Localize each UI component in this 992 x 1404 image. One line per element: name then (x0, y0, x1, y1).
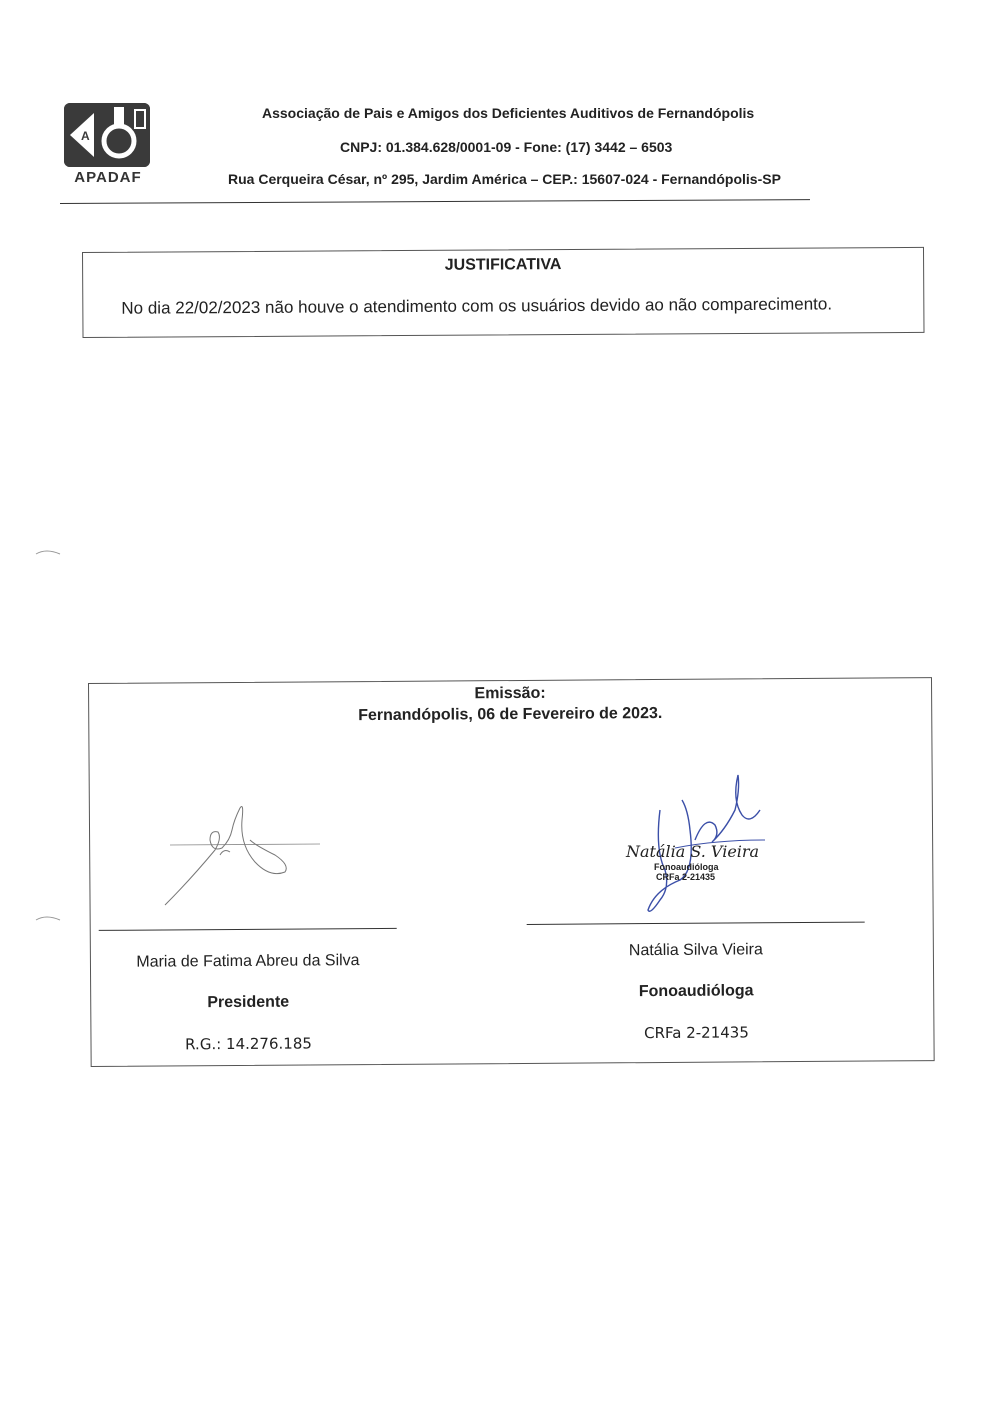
stamp-id: CRFa 2-21435 (656, 872, 716, 882)
signatory-id-left: R.G.: 14.276.185 (185, 1034, 312, 1054)
professional-stamp (626, 842, 776, 882)
logo-text: APADAF (74, 169, 142, 186)
signatory-name-right: Natália Silva Vieira (628, 941, 763, 960)
logo-emblem-icon (64, 103, 150, 167)
address-line: Rua Cerqueira César, nº 295, Jardim América – CEP.: 15607-024 - Fernandópolis-SP (228, 171, 781, 187)
cnpj-phone-line: CNPJ: 01.384.628/0001-09 - Fone: (17) 3442 – 6503 (340, 139, 673, 155)
signatory-role-right: Fonoaudióloga (638, 982, 754, 1001)
signatory-id-right: CRFa 2-21435 (644, 1023, 749, 1043)
scan-mark-icon (34, 548, 62, 556)
signatory-role-left: Presidente (207, 993, 290, 1012)
organization-name: Associação de Pais e Amigos dos Deficientes Auditivos de Fernandópolis (262, 105, 755, 121)
emission-label: Emissão: (474, 684, 546, 703)
emission-date: Fernandópolis, 06 de Fevereiro de 2023. (358, 704, 663, 725)
justification-box (82, 247, 925, 338)
stamp-role: Fonoaudióloga (654, 862, 719, 872)
header-divider (60, 199, 810, 204)
justification-text: No dia 22/02/2023 não houve o atendimento com os usuários devido ao não comparecimento. (121, 294, 833, 318)
signatory-name-left: Maria de Fatima Abreu da Silva (136, 952, 360, 971)
svg-text:A: A (81, 129, 90, 143)
apadaf-logo (62, 103, 154, 189)
scan-mark-icon (34, 914, 62, 922)
signature-line-left (99, 928, 397, 931)
signature-line-right (527, 922, 865, 925)
justification-title: JUSTIFICATIVA (444, 256, 562, 274)
handwritten-signature-left-icon (160, 800, 330, 910)
stamp-name: Natália S. Vieira (626, 842, 760, 861)
